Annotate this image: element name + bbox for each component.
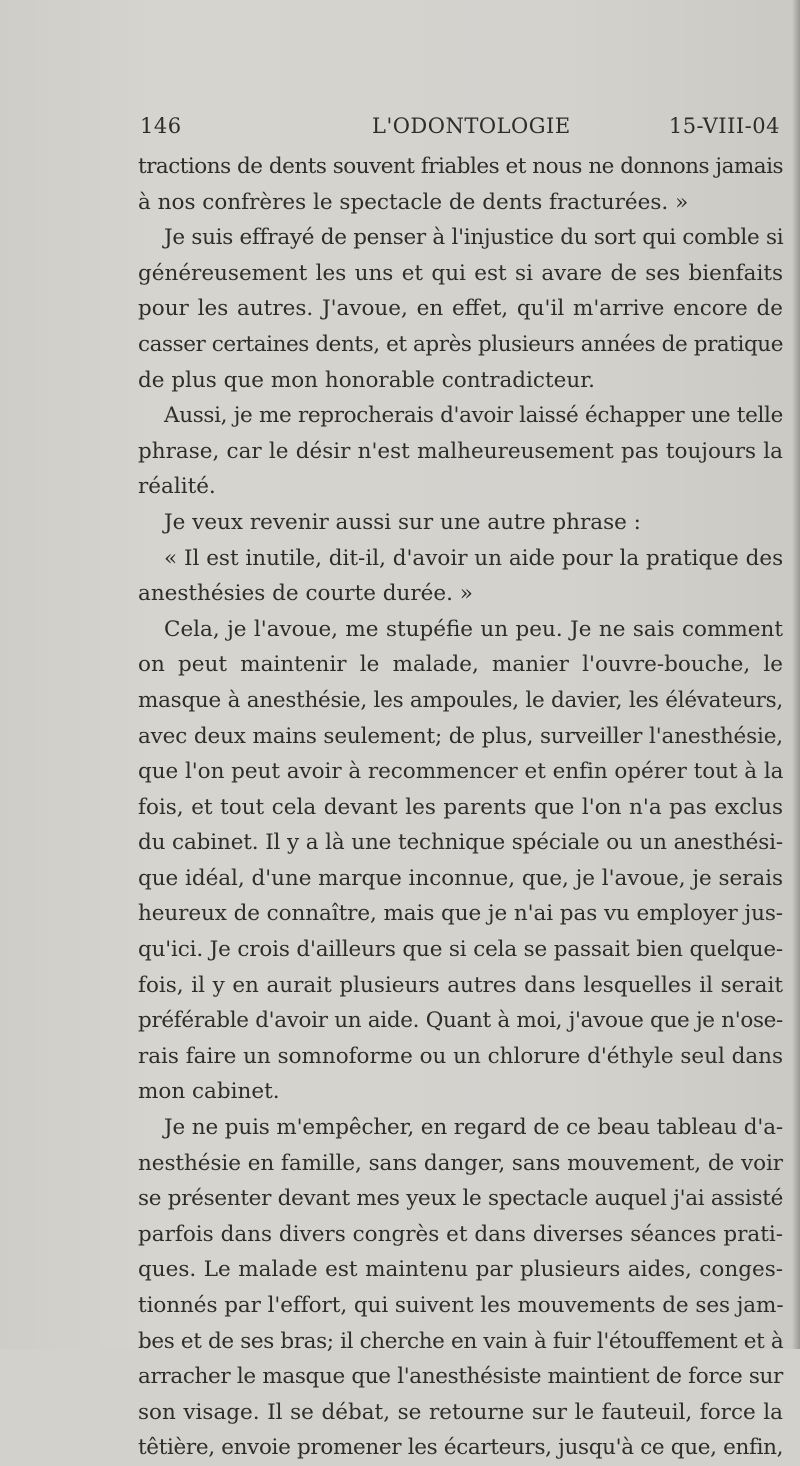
- body-text: [138, 149, 783, 1466]
- text-line: ques. Le malade est maintenu par plusieurs aides, conges-: [138, 1257, 783, 1283]
- text-line: bes et de ses bras; il cherche en vain à fuir l'étouffement et à: [138, 1328, 784, 1354]
- text-line: du cabinet. Il y a là une technique spéciale ou un anesthési-: [138, 830, 783, 856]
- text-line: on peut maintenir le malade, manier l'ouvre-bouche, le: [138, 652, 783, 678]
- text-line: « Il est inutile, dit-il, d'avoir un aide pour la pratique des: [164, 545, 784, 571]
- text-line: arracher le masque que l'anesthésiste maintient de force sur: [138, 1364, 783, 1390]
- text-line: tionnés par l'effort, qui suivent les mouvements de ses jam-: [138, 1293, 784, 1318]
- text-line: casser certaines dents, et après plusieurs années de pratique: [138, 331, 783, 357]
- text-line: Cela, je l'avoue, me stupéfie un peu. Je ne sais comment: [164, 616, 783, 642]
- text-line: que idéal, d'une marque inconnue, que, je l'avoue, je serais: [138, 865, 783, 891]
- text-line: heureux de connaître, mais que je n'ai pas vu employer jus-: [138, 901, 783, 927]
- text-line: Je veux revenir aussi sur une autre phrase :: [164, 509, 641, 535]
- running-header: [140, 108, 780, 144]
- text-line: qu'ici. Je crois d'ailleurs que si cela se passait bien quelque-: [138, 937, 783, 963]
- page-number: 146: [140, 114, 182, 138]
- text-line: réalité.: [138, 474, 216, 500]
- text-line: têtière, envoie promener les écarteurs, jusqu'à ce que, enfin,: [138, 1435, 784, 1461]
- text-line: son visage. Il se débat, se retourne sur le fauteuil, force la: [138, 1399, 783, 1425]
- text-line: se présenter devant mes yeux le spectacle auquel j'ai assisté: [138, 1186, 783, 1212]
- text-line: Je ne puis m'empêcher, en regard de ce beau tableau d'a-: [164, 1115, 783, 1141]
- text-line: avec deux mains seulement; de plus, surveiller l'anesthésie,: [138, 723, 783, 749]
- text-line: masque à anesthésie, les ampoules, le davier, les élévateurs,: [138, 687, 783, 713]
- text-line: que l'on peut avoir à recommencer et enfin opérer tout à la: [138, 759, 784, 785]
- page-edge-shadow: [792, 0, 800, 1349]
- text-line: parfois dans divers congrès et dans diverses séances prati-: [138, 1221, 783, 1247]
- text-line: pour les autres. J'avoue, en effet, qu'il m'arrive encore de: [138, 296, 783, 322]
- issue-date: 15-VIII-04: [668, 114, 780, 138]
- text-line: de plus que mon honorable contradicteur.: [138, 367, 595, 393]
- text-line: phrase, car le désir n'est malheureusement pas toujours la: [138, 438, 783, 464]
- text-line: rais faire un somnoforme ou un chlorure d'éthyle seul dans: [138, 1043, 783, 1069]
- text-line: nesthésie en famille, sans danger, sans mouvement, de voir: [138, 1150, 783, 1176]
- text-line: à nos confrères le spectacle de dents fracturées. »: [138, 189, 689, 215]
- journal-title: L'ODONTOLOGIE: [372, 114, 571, 138]
- text-line: préférable d'avoir un aide. Quant à moi, j'avoue que je n'ose-: [138, 1008, 783, 1034]
- text-line: Je suis effrayé de penser à l'injustice du sort qui comble si: [164, 225, 784, 251]
- text-line: anesthésies de courte durée. »: [138, 581, 473, 607]
- text-line: Aussi, je me reprocherais d'avoir laissé échapper une telle: [164, 403, 783, 429]
- text-line: tractions de dents souvent friables et nous ne donnons jamais: [138, 154, 783, 179]
- text-line: mon cabinet.: [138, 1079, 280, 1105]
- text-line: fois, il y en aurait plusieurs autres dans lesquelles il serait: [138, 972, 783, 998]
- text-line: généreusement les uns et qui est si avare de ses bienfaits: [138, 260, 783, 286]
- text-line: fois, et tout cela devant les parents que l'on n'a pas exclus: [138, 794, 783, 820]
